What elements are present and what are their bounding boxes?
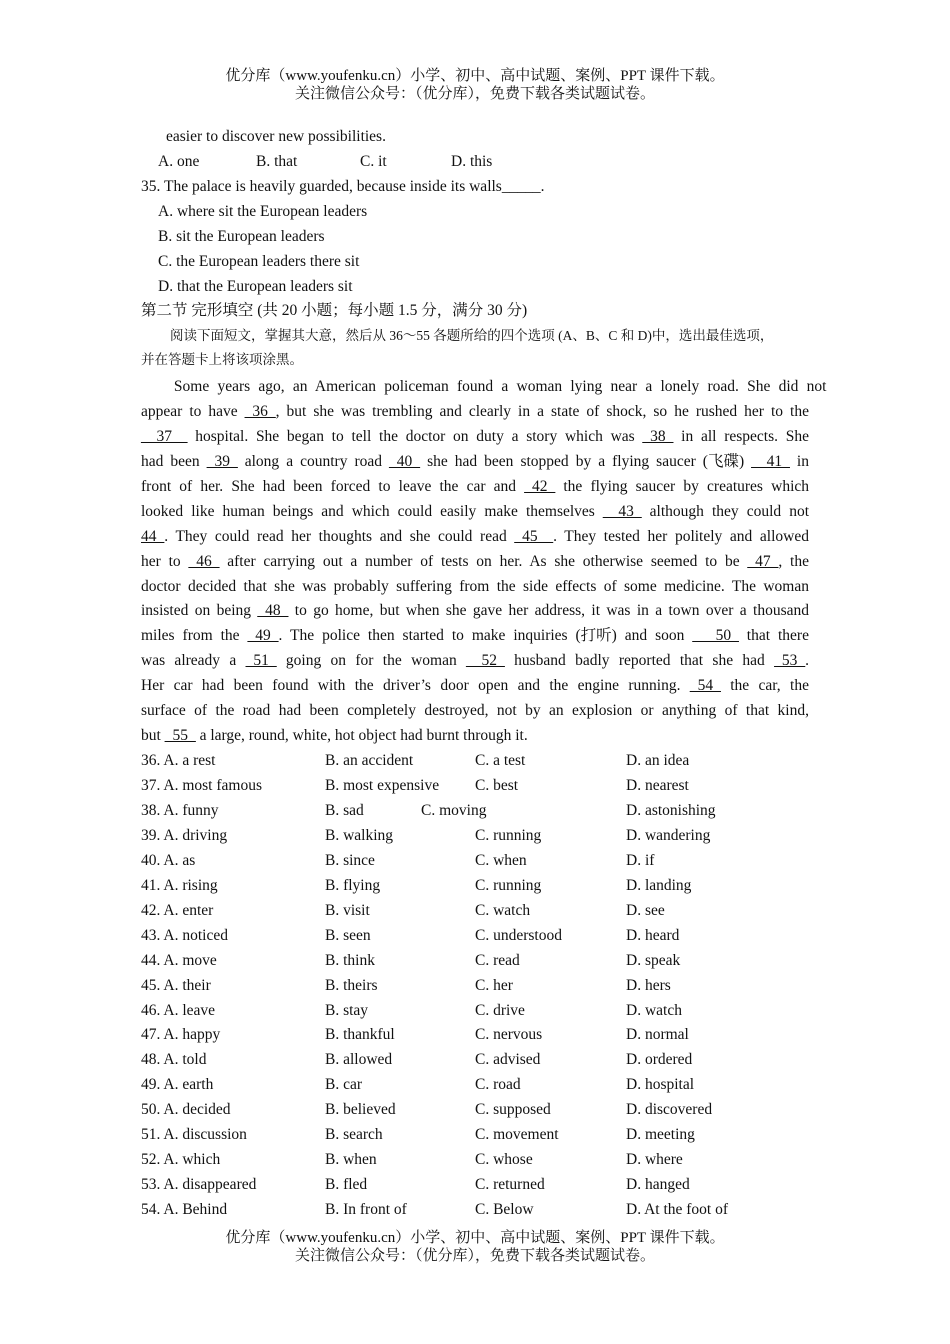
question-option-a: 36. A. a rest (141, 752, 216, 769)
passage-line (141, 674, 809, 699)
q34-continuation: easier to discover new possibilities. (166, 128, 386, 145)
question-row (141, 1023, 821, 1048)
question-option-b: B. allowed (325, 1051, 393, 1069)
question-option-a: 39. A. driving (141, 826, 228, 844)
question-option-b: B. visit (325, 901, 370, 919)
passage-text: a large, round, white, hot object had burnt through it. (195, 727, 528, 745)
passage-text: front of her. She had been forced to leave the car and (141, 477, 525, 495)
passage-text: in all respects. She (673, 427, 809, 445)
question-option-d: D. hanged (626, 1176, 690, 1194)
q35-option-a: A. where sit the European leaders (158, 203, 368, 220)
question-option-c: C. running (475, 876, 542, 894)
question-option-a: 45. A. their (141, 976, 211, 994)
question-option-c: C. best (475, 776, 519, 794)
blank-number: _51_ (245, 652, 277, 670)
question-option-d: D. astonishing (626, 801, 716, 819)
question-option-b: B. when (325, 1151, 377, 1169)
question-option-c: C. road (475, 1076, 521, 1094)
question-row (141, 949, 821, 974)
question-option-b: B. walking (325, 826, 394, 844)
question-option-b: B. sad (325, 801, 364, 819)
question-option-c: C. understood (475, 926, 562, 944)
question-option-d: D. an idea (626, 752, 690, 769)
question-row (141, 849, 821, 874)
section-title: 第二节 完形填空 (共 20 小题；每小题 1.5 分，满分 30 分) (141, 302, 528, 319)
question-option-d: D. nearest (626, 776, 689, 794)
question-row (141, 824, 821, 849)
header-line-2: 关注微信公众号：（优分库），免费下载各类试题试卷。 (294, 86, 655, 102)
question-option-d: D. hospital (626, 1076, 695, 1094)
q35-option-d: D. that the European leaders sit (158, 278, 353, 295)
question-option-c: C. read (475, 951, 520, 969)
passage-text: her to (141, 552, 189, 570)
question-option-d: D. discovered (626, 1101, 713, 1119)
question-option-d: D. see (626, 901, 665, 919)
passage-line (141, 425, 809, 450)
header-line-1: 优分库（www.youfenku.cn）小学、初中、高中试题、案例、PPT 课件下载。 (225, 68, 725, 84)
passage-line (141, 525, 809, 550)
blank-number: __41_ (751, 452, 790, 470)
passage-text: . They could read her thoughts and she could read (164, 527, 515, 545)
passage-text: doctor decided that she was probably suffering from the side effects of some medicine. The woman (141, 577, 809, 595)
question-row (141, 1073, 821, 1098)
question-row (141, 1123, 821, 1148)
question-option-d: D. normal (626, 1026, 689, 1044)
question-option-b: B. flying (325, 876, 381, 894)
passage-text: that there (738, 627, 809, 645)
question-row (141, 874, 821, 899)
question-option-a: 49. A. earth (141, 1076, 214, 1094)
question-option-c: C. advised (475, 1051, 541, 1069)
blank-number: _49_ (247, 627, 279, 645)
passage-line (141, 724, 809, 749)
question-row (141, 1098, 821, 1123)
q34-option-b: B. that (256, 153, 298, 170)
passage-text: , but she was trembling and clearly in a state of shock, so he rushed her to the (275, 402, 809, 420)
question-option-b: B. theirs (325, 976, 378, 994)
blank-number: _45__ (514, 527, 554, 545)
question-row (141, 749, 821, 774)
question-option-c: C. supposed (475, 1101, 551, 1119)
question-option-d: D. At the foot of (626, 1201, 729, 1219)
question-row (141, 1173, 821, 1198)
question-row (141, 1048, 821, 1073)
blank-number: 44_ (141, 527, 165, 545)
passage-text: to go home, but when she gave her address, it was in a town over a thousand (288, 602, 809, 620)
question-option-a: 53. A. disappeared (141, 1176, 257, 1194)
question-option-b: B. stay (325, 1001, 369, 1019)
question-option-a: 47. A. happy (141, 1026, 221, 1044)
passage-text: in (789, 452, 809, 470)
passage-text: , the (778, 552, 809, 570)
question-option-d: D. where (626, 1151, 683, 1169)
question-option-b: B. car (325, 1076, 363, 1094)
question-option-d: D. watch (626, 1001, 682, 1019)
passage-text: insisted on being (141, 602, 258, 620)
question-option-c: C. when (475, 851, 527, 869)
question-option-a: 50. A. decided (141, 1101, 231, 1119)
blank-number: _55_ (164, 727, 196, 745)
passage-text: . They tested her politely and allowed (553, 527, 809, 545)
question-row (141, 999, 821, 1024)
passage-text: going on for the woman (276, 652, 467, 670)
passage-text: the flying saucer by creatures which (555, 477, 809, 495)
passage-line (141, 599, 809, 624)
passage-line (141, 400, 809, 425)
question-option-b: B. thankful (325, 1026, 395, 1044)
blank-number: _54_ (689, 677, 721, 695)
section-instruction-1: 阅读下面短文，掌握其大意，然后从 36～55 各题所给的四个选项 (A、B、C 和 D)中，选出最佳选项， (170, 328, 774, 343)
question-option-c: C. movement (475, 1126, 559, 1144)
question-option-d: D. speak (626, 951, 681, 969)
passage-line (141, 550, 809, 575)
question-option-a: 37. A. most famous (141, 776, 262, 794)
question-row (141, 899, 821, 924)
question-option-b: B. search (325, 1126, 383, 1144)
question-row (141, 774, 821, 799)
question-option-c: C. drive (475, 1001, 525, 1019)
section-instruction-2: 并在答题卡上将该项涂黑。 (141, 352, 303, 367)
question-option-c: C. watch (475, 901, 531, 919)
passage-text: although they could not (641, 502, 809, 520)
question-option-c: C. returned (475, 1176, 545, 1194)
passage-line (141, 475, 809, 500)
footer-line-1: 优分库（www.youfenku.cn）小学、初中、高中试题、案例、PPT 课件下载。 (225, 1230, 725, 1246)
question-option-a: 51. A. discussion (141, 1126, 247, 1144)
question-option-a: 52. A. which (141, 1151, 221, 1169)
passage-text: hospital. She began to tell the doctor on duty a story which was (187, 427, 643, 445)
passage-line (141, 500, 809, 525)
passage-line (141, 575, 809, 600)
q35-option-c: C. the European leaders there sit (158, 253, 360, 270)
blank-number: _42_ (524, 477, 556, 495)
question-option-b: B. most expensive (325, 776, 440, 794)
question-option-d: D. landing (626, 876, 692, 894)
passage-text: Her car had been found with the driver’s door open and the engine running. (141, 677, 690, 695)
question-row (141, 1198, 821, 1223)
blank-number: _36_ (244, 402, 276, 420)
page-footer (0, 1229, 950, 1265)
blank-number: __37__ (141, 427, 188, 445)
question-option-a: 38. A. funny (141, 801, 219, 819)
question-option-b: B. think (325, 951, 375, 969)
blank-number: _38_ (642, 427, 674, 445)
question-option-c: C. a test (475, 752, 526, 769)
blank-number: __52_ (466, 652, 505, 670)
blank-number: _46_ (188, 552, 220, 570)
blank-number: _47_ (747, 552, 779, 570)
passage-text: Some years ago, an American policeman found a woman lying near a lonely road. She did not (141, 378, 827, 395)
question-option-c: C. her (475, 976, 513, 994)
blank-number: _40_ (389, 452, 421, 470)
question-option-d: D. wandering (626, 826, 711, 844)
question-option-b: B. since (325, 851, 375, 869)
passage-text: she had been stopped by a flying saucer (飞碟) (420, 452, 752, 470)
passage-text: looked like human beings and which could easily make themselves (141, 502, 603, 520)
blank-number: ___50_ (692, 627, 739, 645)
question-option-c: C. moving (421, 801, 487, 819)
question-option-c: C. Below (475, 1201, 534, 1219)
question-option-b: B. believed (325, 1101, 396, 1119)
question-option-a: 42. A. enter (141, 901, 214, 919)
passage-text: was already a (141, 652, 246, 670)
passage-text: after carrying out a number of tests on her. As she otherwise seemed to be (219, 552, 748, 570)
passage-text: had been (141, 452, 207, 470)
passage-line (141, 699, 809, 724)
question-option-d: D. heard (626, 926, 680, 944)
blank-number: _39_ (206, 452, 238, 470)
q34-option-a: A. one (158, 153, 200, 170)
q35-option-b: B. sit the European leaders (158, 228, 325, 245)
question-option-c: C. running (475, 826, 542, 844)
passage-line (141, 624, 809, 649)
question-option-a: 54. A. Behind (141, 1201, 228, 1219)
question-option-b: B. an accident (325, 752, 414, 769)
question-option-a: 48. A. told (141, 1051, 207, 1069)
blank-number: _53_ (774, 652, 806, 670)
page-header (0, 67, 950, 103)
passage-line (141, 450, 809, 475)
footer-line-2: 关注微信公众号：（优分库），免费下载各类试题试卷。 (294, 1248, 655, 1264)
question-option-a: 43. A. noticed (141, 926, 228, 944)
blank-number: _48_ (257, 602, 289, 620)
question-row (141, 799, 821, 824)
question-option-b: B. seen (325, 926, 371, 944)
question-option-d: D. ordered (626, 1051, 693, 1069)
passage-text: husband badly reported that she had (504, 652, 775, 670)
question-option-a: 41. A. rising (141, 876, 218, 894)
q34-option-d: D. this (451, 153, 493, 170)
question-option-d: D. if (626, 851, 655, 869)
question-option-c: C. nervous (475, 1026, 543, 1044)
passage-text: . The police then started to make inquiries (打听) and soon (278, 627, 693, 645)
passage-text: surface of the road had been completely destroyed, not by an explosion or anything of that kind, (141, 702, 809, 720)
question-option-d: D. meeting (626, 1126, 695, 1144)
passage-text: miles from the (141, 627, 248, 645)
question-option-a: 46. A. leave (141, 1001, 216, 1019)
question-option-a: 40. A. as (141, 851, 196, 869)
question-option-d: D. hers (626, 976, 671, 994)
question-row (141, 1148, 821, 1173)
passage-text: appear to have (141, 402, 245, 420)
passage-text: along a country road (237, 452, 390, 470)
question-option-b: B. In front of (325, 1201, 407, 1219)
passage-line (141, 375, 827, 400)
passage-line (141, 649, 809, 674)
question-option-a: 44. A. move (141, 951, 217, 969)
question-option-b: B. fled (325, 1176, 368, 1194)
q35-stem: 35. The palace is heavily guarded, because inside its walls_____. (141, 178, 545, 195)
cloze-passage (141, 375, 827, 749)
question-row (141, 924, 821, 949)
passage-text: the car, the (720, 677, 809, 695)
passage-text: but (141, 727, 165, 745)
question-option-c: C. whose (475, 1151, 533, 1169)
question-row (141, 974, 821, 999)
blank-number: __43_ (602, 502, 642, 520)
passage-text: . (805, 652, 809, 670)
q34-option-c: C. it (360, 153, 387, 170)
